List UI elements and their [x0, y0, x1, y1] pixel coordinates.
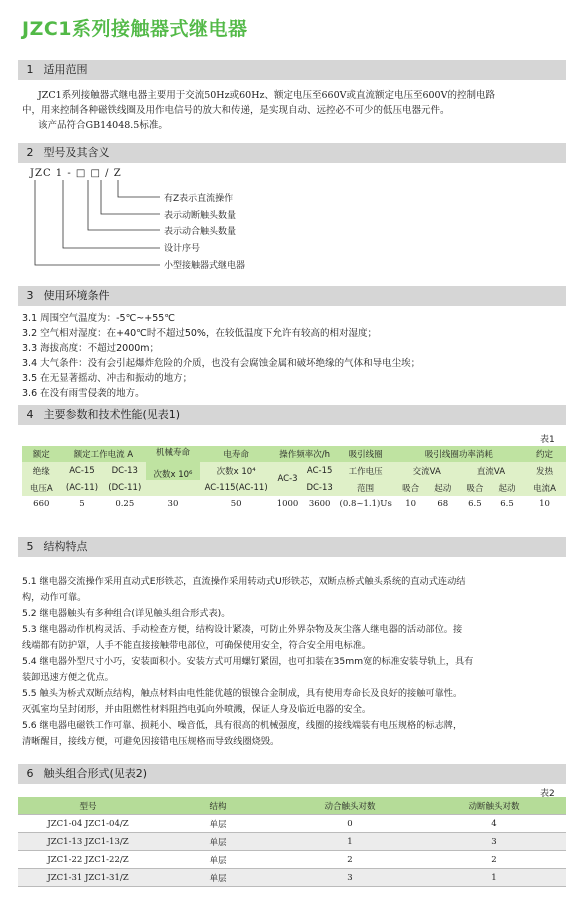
cell: 30 — [146, 496, 200, 512]
meaning-make: 表示动合触头数量 — [164, 227, 237, 237]
cell: JZC1-04 JZC1-04/Z — [18, 815, 158, 833]
section-number: 3 — [26, 289, 34, 302]
cell: 10 — [523, 496, 566, 512]
th-mech-3 — [146, 480, 200, 496]
table-row — [22, 496, 566, 512]
section-number: 6 — [26, 767, 34, 780]
cell: 单层 — [158, 833, 278, 851]
th-break: 动断触头对数 — [422, 797, 566, 815]
page-title: JZC1系列接触器式继电器 — [22, 18, 248, 40]
cell: 2 — [278, 851, 422, 869]
scope-line-3: 该产品符合GB14048.5标准。 — [38, 120, 168, 131]
section-header-scope — [18, 60, 566, 80]
th-dc13b: DC-13 — [303, 480, 337, 496]
th-ac15: AC-15 — [61, 462, 104, 480]
feature-line: 清晰醒目，接线方便，可避免因接错电压规格而导致线圈烧毁。 — [22, 736, 280, 747]
th-elec-2: 次数x 10⁴ — [200, 462, 273, 480]
feature-line: 5.4 继电器外型尺寸小巧，安装面积小。安装方式可用螺钉紧固，也可扣装在35mm宽的标准安装导轨上，具有 — [22, 656, 474, 667]
feature-line: 5.5 触头为桥式双断点结构，触点材料由电性能优越的银镍合金制成，具有使用寿命长及良好的接触可靠性。 — [22, 688, 463, 699]
th-make: 动合触头对数 — [278, 797, 422, 815]
section-header-combos — [18, 764, 566, 784]
cell: 3 — [278, 869, 422, 887]
section-header-features — [18, 537, 566, 557]
cell: 1 — [278, 833, 422, 851]
table-row — [18, 851, 566, 869]
th-rated-v-3: 电压A — [22, 480, 61, 496]
th-sub: 起动 — [491, 480, 523, 496]
model-diagram — [30, 180, 170, 280]
th-heat-2: 发热 — [523, 462, 566, 480]
feature-line: 5.6 继电器电磁铁工作可靠、损耗小、噪音低，具有很高的机械强度，线圈的接线端装有电压规格的标志牌， — [22, 720, 463, 731]
section-number: 4 — [26, 408, 34, 421]
line-dc — [118, 180, 160, 197]
cell: JZC1-22 JZC1-22/Z — [18, 851, 158, 869]
th-elec-3: AC-115(AC-11) — [200, 480, 273, 496]
env-item: 3.1 周围空气温度为：-5℃~+55℃ — [22, 313, 175, 324]
env-item: 3.5 在无显著摇动、冲击和振动的地方； — [22, 373, 193, 384]
feature-line: 5.1 继电器交流操作采用直动式E形铁芯，直流操作采用转动式U形铁芯，双断点桥式触头系统的直动式连动结 — [22, 576, 466, 587]
env-item: 3.6 在没有雨雪侵袭的地方。 — [22, 388, 145, 399]
cell: JZC1-31 JZC1-31/Z — [18, 869, 158, 887]
th-mech: 机械寿命 次数x 10⁶ — [146, 446, 200, 480]
feature-line: 线端都有防护罩，人手不能直接接触带电部位，可确保使用安全，符合安全用电标准。 — [22, 640, 372, 651]
cell: 3 — [422, 833, 566, 851]
th-dc13: DC-13 — [103, 462, 146, 480]
table-row — [18, 815, 566, 833]
cell: 50 — [200, 496, 273, 512]
feature-line: 装卸迅速方便之优点。 — [22, 672, 114, 683]
section-label: 适用范围 — [43, 63, 88, 76]
cell: 1 — [422, 869, 566, 887]
cell: 0 — [278, 815, 422, 833]
section-number: 1 — [26, 63, 34, 76]
th-rated-v-2: 绝缘 — [22, 462, 61, 480]
section-number: 2 — [26, 146, 34, 159]
th-elec: 电寿命 — [200, 446, 273, 462]
meaning-break: 表示动断触头数量 — [164, 211, 237, 221]
meaning-design: 设计序号 — [164, 244, 201, 254]
th-rated-i: 额定工作电流 A — [61, 446, 147, 462]
cell: 10 — [395, 496, 427, 512]
section-label: 主要参数和技术性能(见表1) — [43, 408, 181, 421]
cell: 2 — [422, 851, 566, 869]
line-make-contacts — [88, 180, 160, 230]
meaning-dc: 有Z表示直流操作 — [164, 194, 234, 204]
table-row — [18, 833, 566, 851]
th-coil-2: 工作电压 — [337, 462, 395, 480]
section-number: 5 — [26, 540, 34, 553]
cell: (0.8~1.1)Us — [337, 496, 395, 512]
th-ac11: (AC-11) — [61, 480, 104, 496]
table1-number: 表1 — [540, 435, 555, 445]
env-item: 3.2 空气相对湿度：在+40℃时不超过50%，在较低温度下允许有较高的相对湿度； — [22, 328, 377, 339]
line-small-relay — [35, 180, 160, 265]
combos-table — [18, 797, 566, 887]
cell: 1000 — [273, 496, 303, 512]
env-item: 3.4 大气条件：没有会引起爆炸危险的介质，也没有会腐蚀金属和破坏绝缘的气体和导电尘埃； — [22, 358, 421, 369]
th-power: 吸引线圈功率消耗 — [395, 446, 524, 462]
cell: 660 — [22, 496, 61, 512]
cell: 4 — [422, 815, 566, 833]
th-sub: 起动 — [427, 480, 459, 496]
th-ac3: AC-3 — [273, 462, 303, 496]
th-sub: 吸合 — [395, 480, 427, 496]
section-label: 结构特点 — [43, 540, 88, 553]
th-acva: 交流VA — [395, 462, 459, 480]
params-table — [22, 446, 566, 512]
model-code: JZC 1 - □ □ / Z — [30, 168, 122, 179]
section-label: 使用环境条件 — [43, 289, 110, 302]
env-list — [22, 311, 420, 401]
th-ac15b: AC-15 — [303, 462, 337, 480]
cell: 0.25 — [103, 496, 146, 512]
cell: 3600 — [303, 496, 337, 512]
env-item: 3.3 海拔高度：不超过2000m； — [22, 343, 160, 354]
th-model: 型号 — [18, 797, 158, 815]
th-dcva: 直流VA — [459, 462, 523, 480]
cell: 单层 — [158, 851, 278, 869]
th-sub: 吸合 — [459, 480, 491, 496]
cell: 5 — [61, 496, 104, 512]
meaning-relay: 小型接触器式继电器 — [164, 261, 246, 271]
table-row — [18, 869, 566, 887]
section-label: 型号及其含义 — [43, 146, 110, 159]
cell: 单层 — [158, 869, 278, 887]
section-header-env — [18, 286, 566, 306]
th-rated-v: 额定 — [22, 446, 61, 462]
cell: 68 — [427, 496, 459, 512]
th-structure: 结构 — [158, 797, 278, 815]
cell: 单层 — [158, 815, 278, 833]
table2-number: 表2 — [540, 789, 555, 799]
th-heat-3: 电流A — [523, 480, 566, 496]
th-freq: 操作频率次/h — [273, 446, 337, 462]
section-label: 触头组合形式(见表2) — [43, 767, 148, 780]
th-dc11: (DC-11) — [103, 480, 146, 496]
feature-line: 灭弧室均呈封闭形，并由阻燃性材料阻挡电弧向外喷溅，保证人身及临近电器的安全。 — [22, 704, 372, 715]
cell: 6.5 — [491, 496, 523, 512]
section-header-params — [18, 405, 566, 425]
cell: JZC1-13 JZC1-13/Z — [18, 833, 158, 851]
feature-line: 5.3 继电器动作机构灵活、手动检查方便，结构设计紧凑，可防止外界杂物及灰尘落人继电器的活动部位。接 — [22, 624, 463, 635]
features-list — [22, 574, 473, 750]
section-header-model — [18, 143, 566, 163]
feature-line: 5.2 继电器触头有多种组合(详见触头组合形式表)。 — [22, 608, 231, 619]
th-coil: 吸引线圈 — [337, 446, 395, 462]
scope-line-2: 中，用来控制各种磁铁线圈及用作电信号的放大和传递，是实现自动、远控必不可少的低压电器元件。 — [22, 105, 450, 116]
cell: 6.5 — [459, 496, 491, 512]
th-heat: 约定 — [523, 446, 566, 462]
th-coil-3: 范围 — [337, 480, 395, 496]
feature-line: 构，动作可靠。 — [22, 592, 87, 603]
scope-line-1: JZC1系列接触器式继电器主要用于交流50Hz或60Hz、额定电压至660V或直流额定电压至600V的控制电路 — [38, 90, 495, 101]
